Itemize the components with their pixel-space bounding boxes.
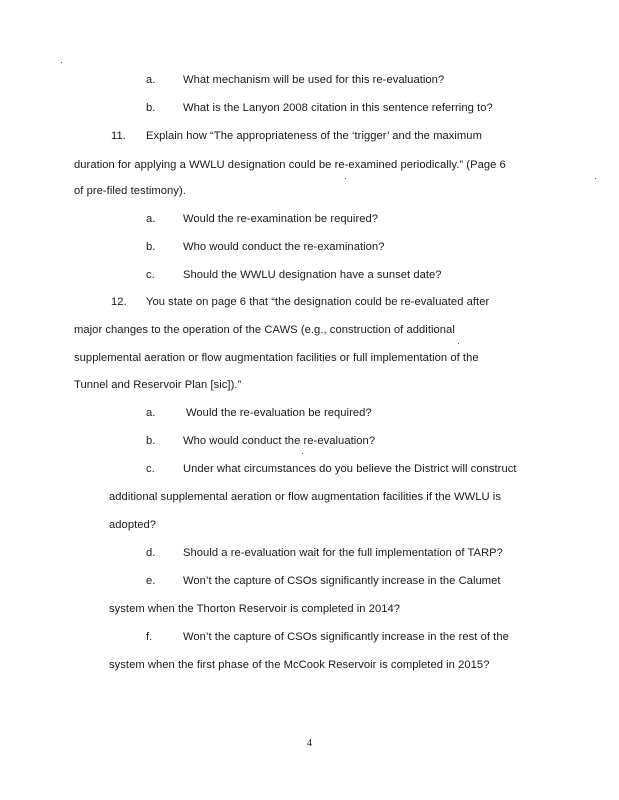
q11-line-1: Explain how “The appropriateness of the ‘trigger’ and the maximum	[146, 130, 482, 142]
q12a-text: Would the re-evaluation be required?	[186, 407, 372, 419]
q10a-label: a.	[146, 74, 156, 86]
q11c-text: Should the WWLU designation have a sunset date?	[183, 269, 442, 281]
page-number: 4	[307, 738, 312, 749]
scan-speck	[302, 453, 303, 454]
q10b-label: b.	[146, 102, 156, 114]
q11-line-2: duration for applying a WWLU designation could be re-examined periodically.” (Page 6	[74, 159, 506, 171]
q10b-text: What is the Lanyon 2008 citation in this sentence referring to?	[183, 102, 493, 114]
q12b-label: b.	[146, 435, 156, 447]
q12e-line-1: Won’t the capture of CSOs significantly increase in the Calumet	[183, 575, 501, 587]
q12c-label: c.	[146, 463, 155, 475]
q12-line-1: You state on page 6 that “the designation could be re-evaluated after	[146, 296, 490, 308]
scan-speck	[458, 343, 459, 344]
scan-speck	[595, 178, 596, 179]
q11-number: 11.	[111, 130, 126, 142]
q11-line-3: of pre-filed testimony).	[74, 185, 186, 197]
q11b-text: Who would conduct the re-examination?	[183, 241, 385, 253]
q12f-line-1: Won’t the capture of CSOs significantly increase in the rest of the	[183, 631, 509, 643]
scan-speck	[61, 62, 62, 63]
q11c-label: c.	[146, 269, 155, 281]
q12b-text: Who would conduct the re-evaluation?	[183, 435, 376, 447]
q12c-line-3: adopted?	[109, 519, 157, 531]
q12e-line-2: system when the Thorton Reservoir is completed in 2014?	[109, 603, 401, 615]
q11a-label: a.	[146, 213, 156, 225]
q12d-label: d.	[146, 547, 156, 559]
q12f-line-2: system when the first phase of the McCook Reservoir is completed in 2015?	[109, 659, 490, 671]
q12-line-3: supplemental aeration or flow augmentation facilities or full implementation of the	[74, 352, 479, 364]
q12c-line-2: additional supplemental aeration or flow augmentation facilities if the WWLU is	[109, 491, 501, 503]
q12c-line-1: Under what circumstances do you believe the District will construct	[183, 463, 517, 475]
q10a-text: What mechanism will be used for this re-evaluation?	[183, 74, 445, 86]
q12e-label: e.	[146, 575, 156, 587]
q12-line-4: Tunnel and Reservoir Plan [sic]).”	[74, 379, 242, 391]
scan-speck	[345, 178, 346, 179]
q12d-text: Should a re-evaluation wait for the full implementation of TARP?	[183, 547, 503, 559]
q12-line-2: major changes to the operation of the CAWS (e.g., construction of additional	[74, 324, 455, 336]
q11a-text: Would the re-examination be required?	[183, 213, 379, 225]
q12a-label: a.	[146, 407, 156, 419]
q12f-label: f.	[146, 631, 153, 643]
q12-number: 12.	[111, 296, 127, 308]
q11b-label: b.	[146, 241, 156, 253]
